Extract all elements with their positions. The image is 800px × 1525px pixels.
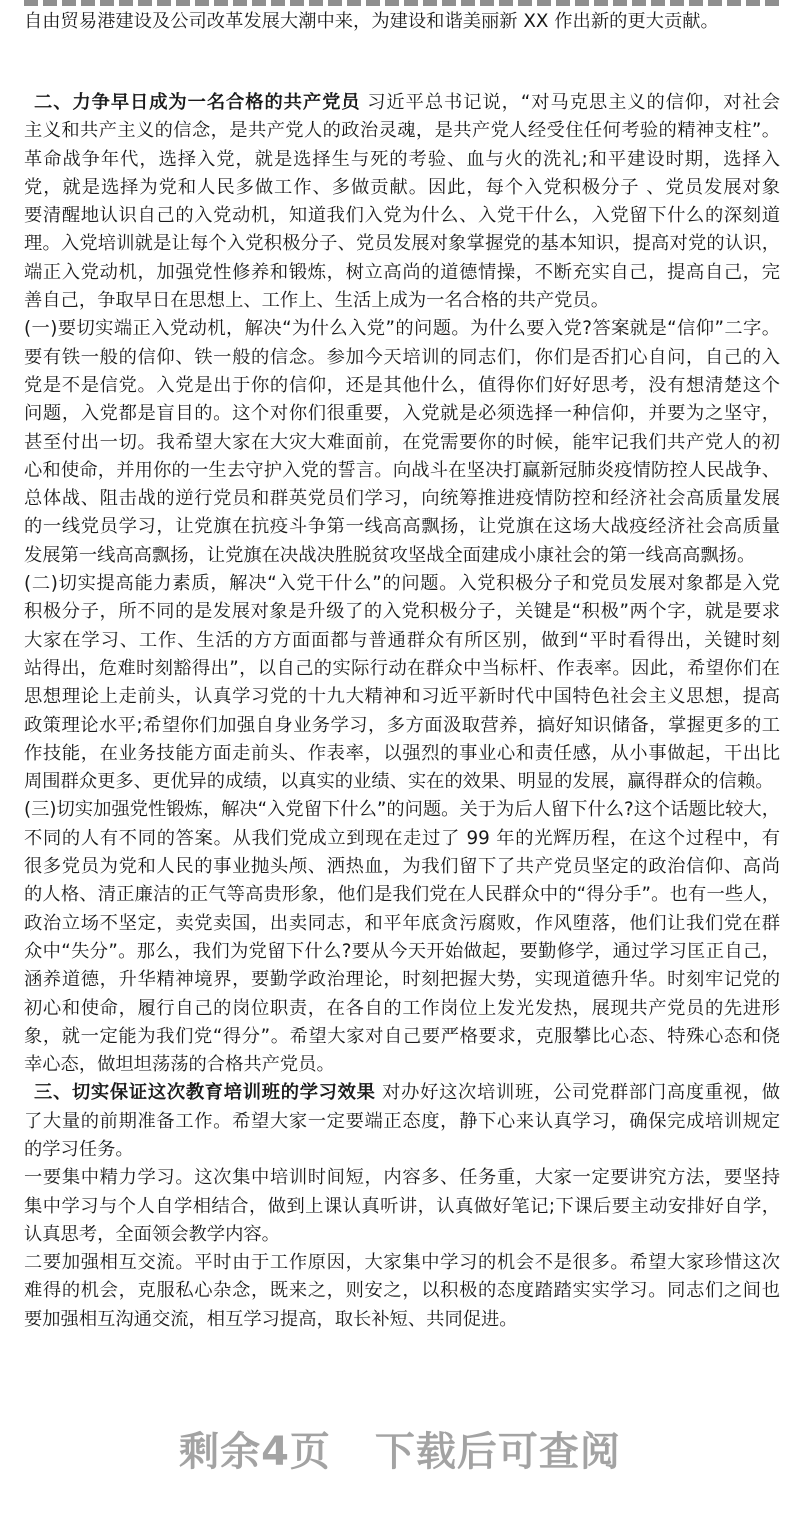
paragraph [24,315,780,570]
text-line: 的一线党员学习，让党旗在抗疫斗争第一线高高飘扬，让党旗在这场大战疫经济社会高质量 [24,516,780,538]
paragraph [24,796,780,1079]
text-line: 认真思考，全面领会教学内容。 [24,1223,280,1245]
text-line: 政策理论水平;希望你们加强自身业务学习，多方面汲取营养，搞好知识储备，掌握更多的工 [24,714,780,736]
text-line: 作技能，在业务技能方面走前头、作表率，以强烈的事业心和责任感，从小事做起，干出比 [24,742,780,764]
text-line: 善自己，争取早日在思想上、工作上、生活上成为一名合格的共产党员。 [24,290,609,312]
download-to-view-label: 下载后可查阅 [374,1429,621,1475]
text-line: (二)切实提高能力素质，解决“入党干什么”的问题。入党积极分子和党员发展对象都是入党 [24,573,780,595]
text-line: 周围群众更多、更优异的成绩，以真实的业绩、实在的效果、明显的发展，赢得群众的信赖。 [24,771,774,793]
text-line: 了大量的前期准备工作。希望大家一定要端正态度，静下心来认真学习，确保完成培训规定 [24,1110,780,1132]
paragraph [24,1079,780,1164]
intro-paragraph [24,8,780,36]
text-line: 众中“失分”。那么，我们为党留下什么?要从今天开始做起，要勤修学，通过学习匡正自己， [24,940,780,962]
text-line: 象，就一定能为我们党“得分”。希望大家对自己要严格要求，克服攀比心态、特殊心态和侥 [24,1025,780,1047]
text-line: (三)切实加强党性锻炼，解决“入党留下什么”的问题。关于为后人留下什么?这个话题比较大， [24,799,780,821]
line-text: 对办好这次培训班，公司党群部门高度重视，做 [375,1082,780,1104]
text-line: 的人格、清正廉洁的正气等高贵形象，他们是我们党在人民群众中的“得分手”。也有一些人， [24,884,780,906]
section-heading: 二、力争早日成为一名合格的共产党员 [34,92,361,113]
text-line: 不同的人有不同的答案。从我们党成立到现在走过了 99 年的光辉历程，在这个过程中，有 [24,827,780,849]
text-line: 理。入党培训就是让每个入党积极分子、党员发展对象掌握党的基本知识，提高对党的认识， [24,233,780,255]
text-line: 政治立场不坚定，卖党卖国，出卖同志，和平年底贪污腐败，作风堕落，他们让我们党在群 [24,912,780,934]
text-line: 自由贸易港建设及公司改革发展大潮中来，为建设和谐美丽新 XX 作出新的更大贡献。 [24,11,719,32]
text-line: 甚至付出一切。我希望大家在大灾大难面前，在党需要你的时候，能牢记我们共产党人的初 [24,431,780,453]
text-line: 很多党员为党和人民的事业抛头颅、洒热血，为我们留下了共产党员坚定的政治信仰、高尚 [24,856,780,878]
text-line: 的学习任务。 [24,1138,134,1160]
text-line: 要清醒地认识自己的入党动机，知道我们入党为什么、入党干什么，入党留下什么的深刻道 [24,205,780,227]
text-line: 幸心态，做坦坦荡荡的合格共产党员。 [24,1054,335,1076]
text-line: 问题，入党都是盲目的。这个对你们很重要，入党就是必须选择一种信仰，并要为之坚守， [24,403,780,425]
text-line: 要加强相互沟通交流，相互学习提高，取长补短、共同促进。 [24,1308,518,1330]
download-prompt[interactable] [0,1420,800,1477]
text-line: 难得的机会，克服私心杂念，既来之，则安之，以积极的态度踏踏实实学习。同志们之间也 [24,1280,780,1302]
paragraph [24,1164,780,1249]
text-line: 涵养道德，升华精神境界，要勤学政治理论，时刻把握大势，实现道德升华。时刻牢记党的 [24,969,780,991]
text-line [24,1079,780,1107]
text-line: 大家在学习、工作、生活的方方面面都与普通群众有所区别，做到“平时看得出，关键时刻 [24,629,780,651]
text-line: 要有铁一般的信仰、铁一般的信念。参加今天培训的同志们，你们是否扪心自问，自己的入 [24,346,780,368]
text-line: 一要集中精力学习。这次集中培训时间短，内容多、任务重，大家一定要讲究方法，要坚持 [24,1167,780,1189]
text-line: 革命战争年代，选择入党，就是选择生与死的考验、血与火的洗礼;和平建设时期，选择入 [24,148,780,170]
text-line: 心和使命，并用你的一生去守护入党的誓言。向战斗在坚决打赢新冠肺炎疫情防控人民战争、 [24,459,780,481]
section-heading: 三、切实保证这次教育培训班的学习效果 [34,1082,376,1104]
text-line: 集中学习与个人自学相结合，做到上课认真听讲，认真做好笔记;下课后要主动安排好自学， [24,1195,780,1217]
text-line: 党，就是选择为党和人民多做工作、多做贡献。因此，每个入党积极分子 、党员发展对象 [24,176,780,198]
text-line: 初心和使命，履行自己的岗位职责，在各自的工作岗位上发光发热，展现共产党员的先进形 [24,997,780,1019]
text-line: 站得出，危难时刻豁得出”，以自己的实际行动在群众中当标杆、作表率。因此，希望你们在 [24,657,780,679]
document-body [24,89,780,1334]
text-line: 发展第一线高高飘扬，让党旗在决战决胜脱贫攻坚战全面建成小康社会的第一线高高飘扬。 [24,544,756,566]
text-line [24,89,780,117]
text-line: (一)要切实端正入党动机，解决“为什么入党”的问题。为什么要入党?答案就是“信仰”二字。 [24,318,780,340]
line-text: 习近平总书记说，“对马克思主义的信仰，对社会 [360,92,780,113]
text-line: 端正入党动机，加强党性修养和锻炼，树立高尚的道德情操，不断充实自己，提高自己，完 [24,261,780,283]
text-line: 二要加强相互交流。平时由于工作原因，大家集中学习的机会不是很多。希望大家珍惜这次 [24,1252,780,1274]
text-line: 主义和共产主义的信念，是共产党人的政治灵魂，是共产党人经受住任何考验的精神支柱”。 [24,120,780,142]
paragraph [24,570,780,796]
text-line: 党是不是信党。入党是出于你的信仰，还是其他什么，值得你们好好思考，没有想清楚这个 [24,374,780,396]
text-line: 积极分子，所不同的是发展对象是升级了的入党积极分子，关键是“积极”两个字，就是要求 [24,601,780,623]
text-line: 思想理论上走前头，认真学习党的十九大精神和习近平新时代中国特色社会主义思想，提高 [24,686,780,708]
remaining-pages-label: 剩余4页 [179,1429,331,1475]
text-line: 总体战、阻击战的逆行党员和群英党员们学习，向统筹推进疫情防控和经济社会高质量发展 [24,488,780,510]
cropped-previous-line [24,0,780,6]
paragraph [24,89,780,315]
paragraph [24,1249,780,1334]
